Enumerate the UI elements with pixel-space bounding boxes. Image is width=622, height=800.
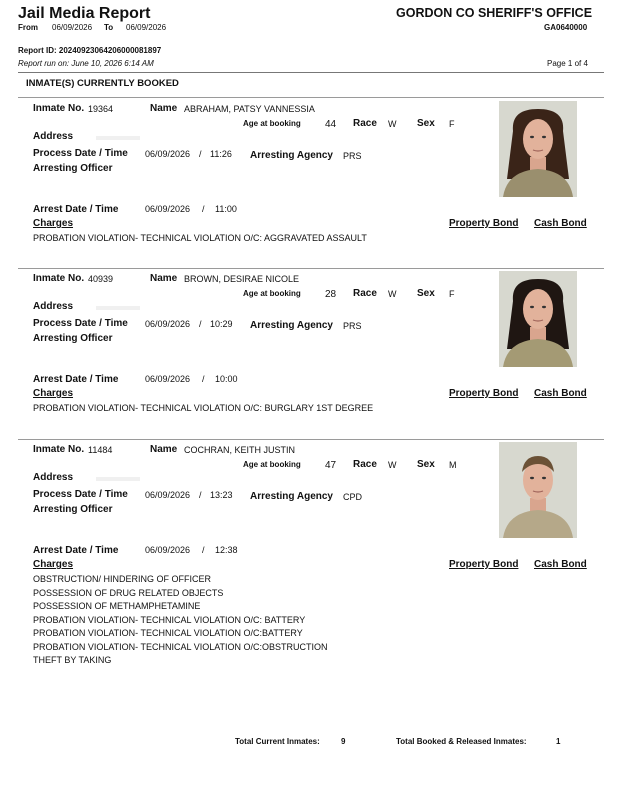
charges-label: Charges (33, 388, 74, 399)
address-redacted (96, 306, 140, 310)
process-time: 10:29 (210, 319, 233, 329)
age-value: 28 (325, 289, 337, 300)
arrest-time: 12:38 (215, 545, 238, 555)
inmate-record (0, 440, 622, 665)
from-label: From (18, 23, 38, 32)
name-label: Name (150, 103, 178, 114)
inmate-no-value: 40939 (88, 274, 114, 284)
address-redacted (96, 477, 140, 481)
officer-label: Arresting Officer (33, 163, 113, 174)
charge-item: PROBATION VIOLATION- TECHNICAL VIOLATION O/C: BATTERY (33, 614, 306, 625)
charges-label: Charges (33, 218, 74, 229)
cash-bond-label: Cash Bond (534, 218, 587, 229)
arrest-time: 10:00 (215, 374, 238, 384)
charge-item: POSSESSION OF METHAMPHETAMINE (33, 601, 201, 611)
arrest-date: 06/09/2026 (145, 204, 191, 214)
charge-item: PROBATION VIOLATION- TECHNICAL VIOLATION O/C:OBSTRUCTION (33, 641, 328, 652)
mugshot-image (499, 271, 577, 367)
inmate-no-label: Inmate No. (33, 444, 85, 455)
arrest-date: 06/09/2026 (145, 374, 191, 384)
mugshot-photo (499, 271, 577, 367)
inmate-no-label: Inmate No. (33, 273, 85, 284)
process-label: Process Date / Time (33, 148, 128, 159)
sex-value: M (449, 460, 457, 470)
property-bond-label: Property Bond (449, 218, 519, 229)
to-label: To (104, 23, 114, 32)
address-label: Address (33, 472, 74, 483)
sex-value: F (449, 289, 455, 299)
agency-name: GORDON CO SHERIFF'S OFFICE (396, 6, 593, 20)
agency-label: Arresting Agency (250, 320, 333, 331)
process-date: 06/09/2026 (145, 319, 191, 329)
charge-item: PROBATION VIOLATION- TECHNICAL VIOLATION O/C: AGGRAVATED ASSAULT (33, 233, 367, 243)
sex-label: Sex (417, 288, 435, 299)
process-date: 06/09/2026 (145, 490, 191, 500)
inmate-no-value: 19364 (88, 104, 114, 114)
age-label: Age at booking (243, 119, 301, 128)
report-title: Jail Media Report (18, 5, 151, 22)
to-date: 06/09/2026 (126, 23, 167, 32)
total-booked-value: 1 (556, 737, 561, 746)
charges-list (33, 402, 373, 416)
inmate-record (0, 99, 622, 269)
age-label: Age at booking (243, 460, 301, 469)
from-date: 06/09/2026 (52, 23, 93, 32)
process-slash: / (199, 149, 202, 159)
arrest-time: 11:00 (215, 204, 237, 214)
charges-list (33, 573, 328, 668)
charge-item: THEFT BY TAKING (33, 655, 112, 665)
cash-bond-label: Cash Bond (534, 559, 587, 570)
sex-label: Sex (417, 118, 435, 129)
agency-value: PRS (343, 321, 362, 331)
race-label: Race (353, 288, 377, 299)
page-number: Page 1 of 4 (547, 59, 588, 68)
age-value: 47 (325, 460, 337, 471)
arrest-label: Arrest Date / Time (33, 204, 119, 215)
race-value: W (388, 460, 397, 470)
age-value: 44 (325, 119, 337, 130)
address-redacted (96, 136, 140, 140)
arrest-label: Arrest Date / Time (33, 545, 119, 556)
charge-item: PROBATION VIOLATION- TECHNICAL VIOLATION O/C: BURGLARY 1ST DEGREE (33, 403, 374, 413)
inmate-name: BROWN, DESIRAE NICOLE (184, 274, 300, 284)
race-value: W (388, 289, 397, 299)
process-label: Process Date / Time (33, 318, 128, 329)
report-run-on: Report run on: June 10, 2026 6:14 AM (18, 59, 154, 68)
process-date: 06/09/2026 (145, 149, 191, 159)
agency-value: PRS (343, 151, 362, 161)
address-label: Address (33, 131, 74, 142)
agency-code: GA0640000 (544, 23, 588, 32)
race-value: W (388, 119, 397, 129)
inmate-name: ABRAHAM, PATSY VANNESSIA (184, 104, 315, 114)
arrest-date: 06/09/2026 (145, 545, 191, 555)
agency-label: Arresting Agency (250, 491, 333, 502)
officer-label: Arresting Officer (33, 504, 113, 515)
property-bond-label: Property Bond (449, 559, 519, 570)
arrest-label: Arrest Date / Time (33, 374, 119, 385)
arrest-slash: / (202, 545, 205, 555)
agency-value: CPD (343, 492, 363, 502)
charges-label: Charges (33, 559, 74, 570)
charge-item: PROBATION VIOLATION- TECHNICAL VIOLATION O/C:BATTERY (33, 628, 303, 638)
section-title: INMATE(S) CURRENTLY BOOKED (26, 78, 179, 89)
total-booked-label: Total Booked & Released Inmates: (396, 737, 527, 746)
total-current-value: 9 (341, 737, 346, 746)
charge-item: POSSESSION OF DRUG RELATED OBJECTS (33, 587, 224, 598)
race-label: Race (353, 459, 377, 470)
race-label: Race (353, 118, 377, 129)
name-label: Name (150, 444, 178, 455)
inmate-no-value: 11484 (88, 445, 113, 455)
inmate-no-label: Inmate No. (33, 103, 85, 114)
report-id: Report ID: 20240923064206000081897 (18, 46, 162, 55)
total-current-label: Total Current Inmates: (235, 737, 320, 746)
sex-value: F (449, 119, 455, 129)
charges-list (33, 232, 367, 246)
sex-label: Sex (417, 459, 435, 470)
process-time: 13:23 (210, 490, 233, 500)
mugshot-photo (499, 442, 577, 538)
arrest-slash: / (202, 374, 205, 384)
section-divider (18, 97, 604, 98)
process-time: 11:26 (210, 149, 232, 159)
charge-item: OBSTRUCTION/ HINDERING OF OFFICER (33, 574, 212, 584)
property-bond-label: Property Bond (449, 388, 519, 399)
process-slash: / (199, 319, 202, 329)
process-label: Process Date / Time (33, 489, 128, 500)
process-slash: / (199, 490, 202, 500)
mugshot-image (499, 101, 577, 197)
mugshot-image (499, 442, 577, 538)
cash-bond-label: Cash Bond (534, 388, 587, 399)
address-label: Address (33, 301, 74, 312)
officer-label: Arresting Officer (33, 333, 113, 344)
age-label: Age at booking (243, 289, 301, 298)
header-divider (18, 72, 604, 73)
inmate-record (0, 269, 622, 439)
inmate-name: COCHRAN, KEITH JUSTIN (184, 445, 296, 455)
agency-label: Arresting Agency (250, 150, 333, 161)
mugshot-photo (499, 101, 577, 197)
name-label: Name (150, 273, 178, 284)
arrest-slash: / (202, 204, 205, 214)
